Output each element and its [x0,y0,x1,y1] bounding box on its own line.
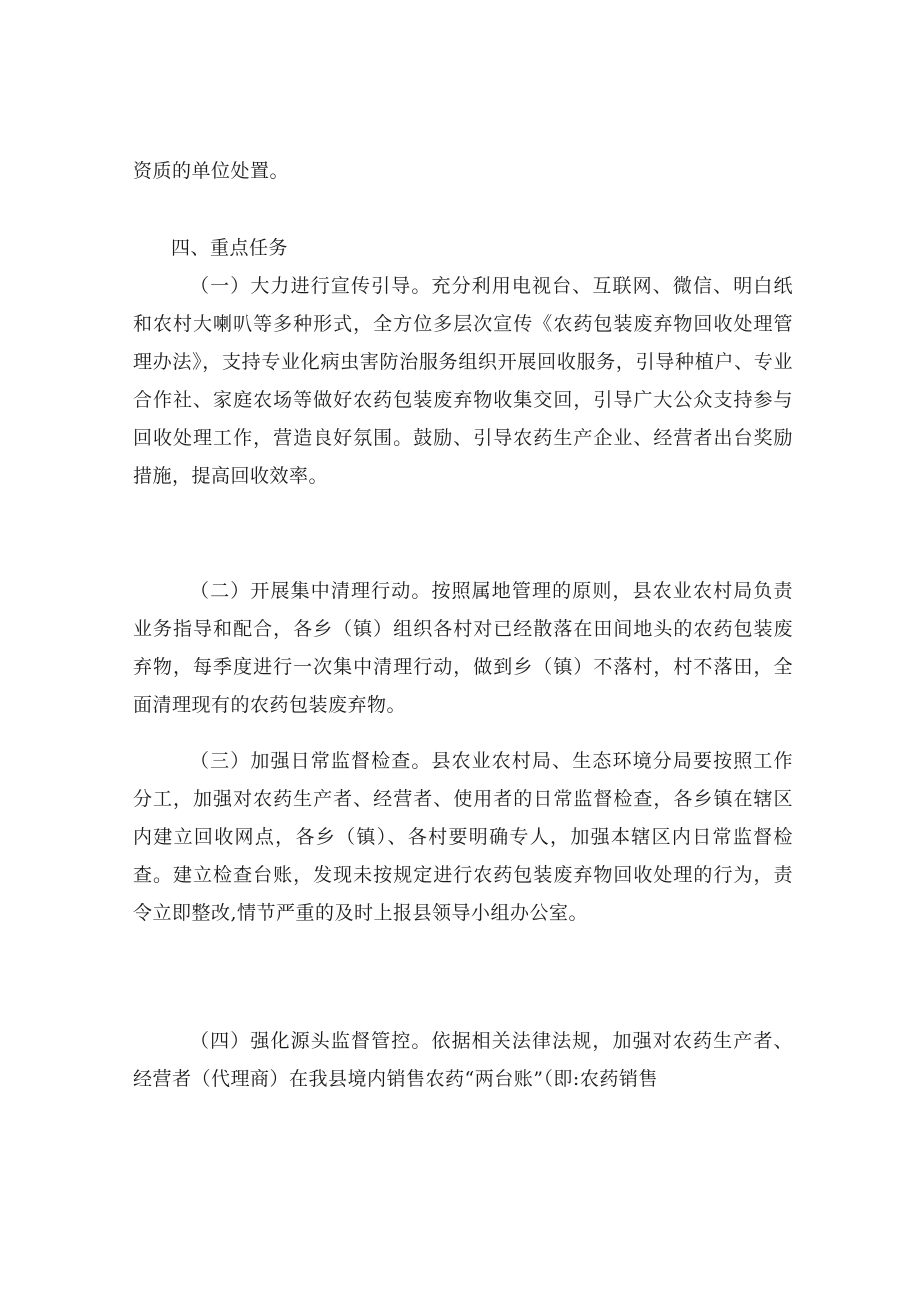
paragraph-source-control: （四）强化源头监督管控。依据相关法律法规，加强对农药生产者、经营者（代理商）在我县境内销售农药“两台账”（即:农药销售 [133,1030,793,1090]
section-heading: 四、重点任务 [171,237,289,259]
paragraph-supervision: （三）加强日常监督检查。县农业农村局、生态环境分局要按照工作分工，加强对农药生产者、经营者、使用者的日常监督检查，各乡镇在辖区内建立回收网点，各乡（镇）、各村要明确专人，加强本辖区内日常监督检查。建立检查台账，发现未按规定进行农药包装废弃物回收处理的行为，责令立即整改,情节严重的及时上报县领导小组办公室。 [133,750,793,924]
paragraph-cleanup: （二）开展集中清理行动。按照属地管理的原则，县农业农村局负责业务指导和配合，各乡（镇）组织各村对已经散落在田间地头的农药包装废弃物，每季度进行一次集中清理行动，做到乡（镇）不落村，村不落田，全面清理现有的农药包装废弃物。 [133,580,793,716]
continuation-paragraph: 资质的单位处置。 [133,160,290,182]
paragraph-publicity: （一）大力进行宣传引导。充分利用电视台、互联网、微信、明白纸和农村大喇叭等多种形式，全方位多层次宣传《农药包装废弃物回收处理管理办法》，支持专业化病虫害防治服务组织开展回收服务，引导种植户、专业合作社、家庭农场等做好农药包装废弃物收集交回，引导广大公众支持参与回收处理工作，营造良好氛围。鼓励、引导农药生产企业、经营者出台奖励措施，提高回收效率。 [133,275,793,487]
